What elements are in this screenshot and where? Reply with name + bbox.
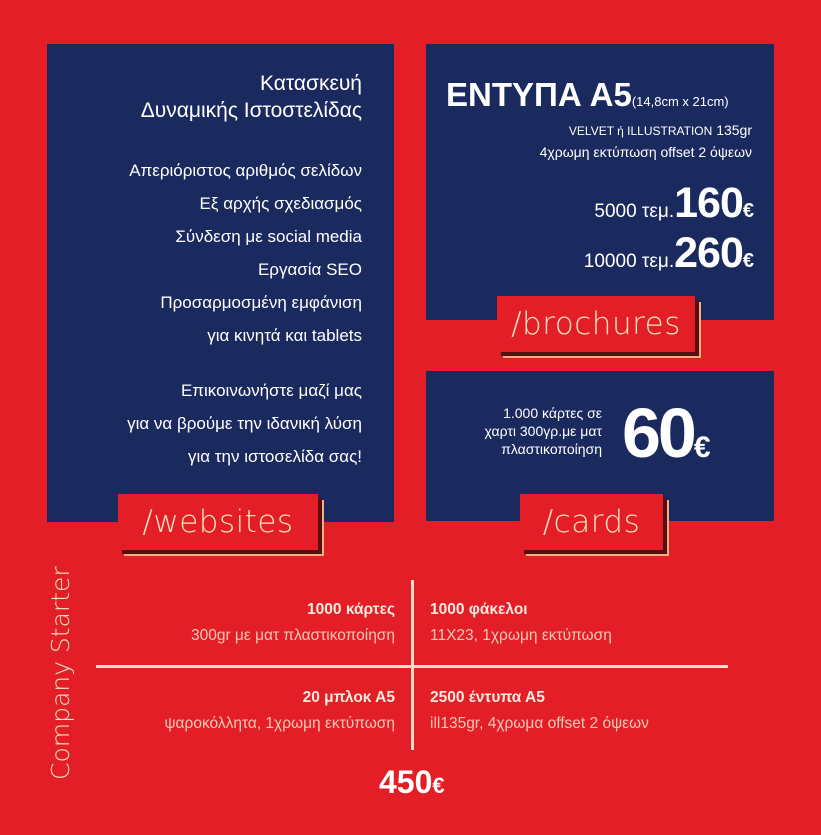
brochures-specs xyxy=(540,120,752,163)
euro-sign: € xyxy=(432,773,445,798)
starter-item xyxy=(191,597,395,649)
feature-item: Σύνδεση με social media xyxy=(175,227,362,246)
cta-line: Επικοινωνήστε μαζί μας xyxy=(180,381,362,400)
divider-horizontal xyxy=(96,665,728,668)
brochures-panel xyxy=(426,44,774,320)
websites-cta xyxy=(127,374,362,473)
brochures-print: 4χρωμη εκτύπωση offset 2 όψεων xyxy=(539,144,752,160)
starter-item xyxy=(430,597,612,649)
brochures-paper: VELVET ή ILLUSTRATION xyxy=(568,124,713,138)
starter-item-title: 20 μπλοκ Α5 xyxy=(302,689,395,706)
price-qty: 5000 τεμ. xyxy=(594,201,675,222)
starter-item-desc: 11Χ23, 1χρωμη εκτύπωση xyxy=(430,627,612,644)
feature-item: Εργασία SEO xyxy=(257,260,362,279)
brochures-price-row xyxy=(594,179,754,228)
cards-desc-line: χαρτι 300γρ.με ματ xyxy=(484,423,602,439)
feature-item: Εξ αρχής σχεδιασμός xyxy=(199,194,362,213)
starter-total-price xyxy=(379,764,445,801)
price-value: 160 xyxy=(674,179,743,227)
euro-sign: € xyxy=(693,431,711,464)
cards-description xyxy=(485,404,602,458)
brochures-title-text: ΕΝΤΥΠΑ Α5 xyxy=(446,76,632,113)
starter-item-desc: ψαροκόλλητα, 1χρωμη εκτύπωση xyxy=(164,715,395,732)
brochures-tab[interactable]: /brochures xyxy=(497,296,695,352)
brochures-paper-weight: 135gr xyxy=(716,122,752,138)
feature-item: Απεριόριστος αριθμός σελίδων xyxy=(129,161,362,180)
websites-title-line1: Κατασκευή xyxy=(259,72,362,95)
cards-price xyxy=(622,393,711,473)
brochures-price-row xyxy=(584,229,754,278)
euro-sign: € xyxy=(742,250,754,272)
starter-total-value: 450 xyxy=(379,764,433,800)
cta-line: για την ιστοσελίδα σας! xyxy=(187,447,362,466)
cards-desc-line: πλαστικοποίηση xyxy=(501,441,602,457)
cards-price-value: 60 xyxy=(622,394,694,472)
websites-features xyxy=(129,154,362,352)
websites-panel xyxy=(47,44,394,522)
websites-tab[interactable]: /websites xyxy=(118,494,318,550)
feature-item: για κινητά και tablets xyxy=(207,326,362,345)
cta-line: για να βρούμε την ιδανική λύση xyxy=(127,414,362,433)
company-starter-label: Company Starter xyxy=(46,566,75,780)
starter-item-title: 2500 έντυπα Α5 xyxy=(430,689,545,706)
price-value: 260 xyxy=(674,229,743,277)
brochures-size: (14,8cm x 21cm) xyxy=(631,94,729,109)
websites-title-line2: Δυναμικής Ιστοστελίδας xyxy=(140,99,362,122)
euro-sign: € xyxy=(742,200,754,222)
websites-title xyxy=(141,70,362,124)
starter-item-desc: 300gr με ματ πλαστικοποίηση xyxy=(190,627,395,644)
cards-desc-line: 1.000 κάρτες σε xyxy=(503,405,602,421)
starter-item-desc: ill135gr, 4χρωμα offset 2 όψεων xyxy=(430,715,649,732)
starter-item-title: 1000 κάρτες xyxy=(307,601,395,618)
feature-item: Προσαρμοσμένη εμφάνιση xyxy=(160,293,362,312)
price-qty: 10000 τεμ. xyxy=(583,251,675,272)
starter-item xyxy=(430,685,649,737)
cards-tab[interactable]: /cards xyxy=(520,494,663,550)
starter-item xyxy=(165,685,396,737)
brochures-title xyxy=(446,76,729,114)
starter-item-title: 1000 φάκελοι xyxy=(430,601,528,618)
